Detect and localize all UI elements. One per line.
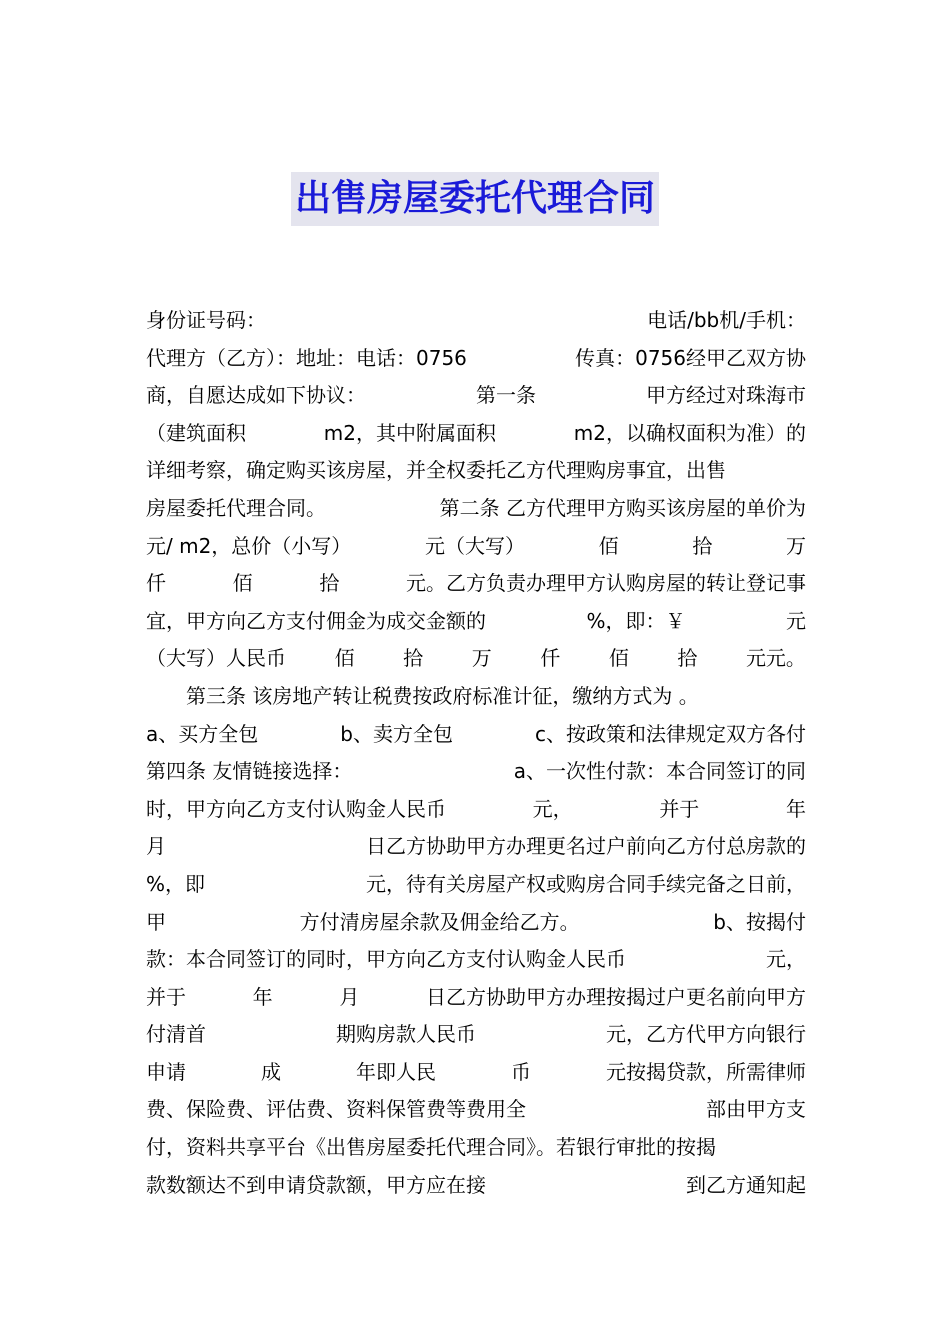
document-title: 出售房屋委托代理合同 — [291, 172, 659, 226]
text-segment: b、按揭付 — [713, 909, 806, 934]
text-segment: 佰 — [334, 646, 355, 671]
text-line — [146, 1129, 806, 1167]
text-segment: 拾 — [403, 646, 424, 671]
text-line — [146, 490, 806, 528]
text-line — [146, 828, 806, 866]
text-segment: 日乙方协助甲方办理更名过户前向乙方付总房款的 — [366, 834, 806, 859]
text-segment: a、买方全包 — [146, 721, 259, 746]
text-line — [146, 415, 806, 453]
text-segment: 甲 — [146, 909, 166, 934]
text-segment: 币 — [511, 1059, 531, 1084]
text-line — [146, 753, 806, 791]
text-segment: 商，自愿达成如下协议： — [146, 383, 366, 408]
text-segment: 时，甲方向乙方支付认购金人民币 — [146, 796, 446, 821]
text-segment: 款数额达不到申请贷款额，甲方应在接 — [146, 1172, 486, 1197]
text-line — [146, 1091, 806, 1129]
text-segment: 甲方经过对珠海市 — [646, 383, 806, 408]
text-segment: m2，以确权面积为准）的 — [573, 420, 806, 445]
text-line — [146, 979, 806, 1017]
text-segment: 元。乙方负责办理甲方认购房屋的转让登记事 — [405, 571, 806, 596]
text-segment: 付，资料共享平台《出售房屋委托代理合同》。若银行审批的按揭 — [146, 1135, 716, 1160]
text-segment: 元元。 — [745, 646, 806, 671]
text-line — [146, 1016, 806, 1054]
text-segment: 付清首 — [146, 1022, 206, 1047]
text-segment: a、一次性付款：本合同签订的同 — [513, 759, 806, 784]
text-segment: 详细考察，确定购买该房屋，并全权委托乙方代理购房事宜，出售 — [146, 458, 726, 483]
text-segment: 日乙方协助甲方办理按揭过户更名前向甲方 — [425, 984, 806, 1009]
text-segment: 元，乙方代甲方向银行 — [606, 1022, 806, 1047]
text-segment: 传真：0756经甲乙双方协 — [575, 345, 806, 370]
text-line — [146, 377, 806, 415]
text-segment: 仟 — [146, 571, 166, 596]
text-segment: %，即 — [146, 871, 206, 896]
text-segment: 申请 — [146, 1059, 186, 1084]
text-segment: 月 — [339, 984, 360, 1009]
text-segment: （大写）人民币 — [146, 646, 286, 671]
text-segment: 第二条 乙方代理甲方购买该房屋的单价为 — [439, 495, 806, 520]
text-segment: 年 — [252, 984, 273, 1009]
title-block — [0, 172, 950, 226]
text-line — [146, 452, 806, 490]
text-line — [146, 904, 806, 942]
text-line — [146, 340, 806, 378]
text-segment: 年 — [785, 796, 806, 821]
text-segment: 并于 — [659, 796, 700, 821]
text-segment: 第三条 该房地产转让税费按政府标准计征，缴纳方式为 。 — [146, 683, 699, 708]
text-segment: 元， — [766, 947, 806, 972]
text-segment: 成 — [261, 1059, 281, 1084]
text-line — [146, 565, 806, 603]
text-line — [146, 941, 806, 979]
text-segment: 元（大写） — [424, 533, 525, 558]
text-segment: m2，其中附属面积 — [323, 420, 496, 445]
text-segment: 元，待有关房屋产权或购房合同手续完备之日前， — [366, 871, 806, 896]
text-line — [146, 678, 806, 716]
text-segment: 并于 — [146, 984, 186, 1009]
text-segment: 方付清房屋余款及佣金给乙方。 — [299, 909, 580, 934]
text-segment: c、按政策和法律规定双方各付 — [535, 721, 806, 746]
text-segment: 佰 — [598, 533, 619, 558]
text-line — [146, 716, 806, 754]
text-segment: 期购房款人民币 — [336, 1022, 476, 1047]
text-segment: b、卖方全包 — [340, 721, 453, 746]
text-segment: 电话/bb机/手机： — [647, 308, 806, 332]
text-segment: 款：本合同签订的同时，甲方向乙方支付认购金人民币 — [146, 947, 626, 972]
text-segment: 第四条 友情链接选择： — [146, 759, 353, 784]
text-segment: 费、保险费、评估费、资料保管费等费用全 — [146, 1097, 526, 1122]
text-segment: 部由甲方支 — [706, 1097, 806, 1122]
text-segment: 拾 — [677, 646, 698, 671]
text-segment: 万 — [786, 533, 806, 558]
text-segment: 仟 — [540, 646, 561, 671]
text-line — [146, 1167, 806, 1205]
text-segment: 佰 — [232, 571, 253, 596]
text-segment: 代理方（乙方）：地址：电话：0756 — [146, 345, 467, 370]
text-segment: 房屋委托代理合同。 — [146, 495, 326, 520]
text-segment: 佰 — [608, 646, 629, 671]
document-body — [146, 302, 806, 1204]
text-line — [146, 791, 806, 829]
text-line — [146, 302, 806, 340]
text-segment: （建筑面积 — [146, 420, 246, 445]
text-segment: 宜，甲方向乙方支付佣金为成交金额的 — [146, 608, 486, 633]
text-segment: 到乙方通知起 — [686, 1172, 806, 1197]
text-line — [146, 603, 806, 641]
text-segment: 元/ m2，总价（小写） — [146, 533, 352, 558]
text-segment: 第一条 — [476, 383, 536, 408]
text-segment: 拾 — [692, 533, 713, 558]
text-line — [146, 866, 806, 904]
text-segment: 元按揭贷款，所需律师 — [606, 1059, 806, 1084]
text-segment: 元 — [785, 608, 806, 633]
text-segment: 万 — [471, 646, 492, 671]
text-segment: %，即：￥ — [586, 608, 686, 633]
text-line — [146, 1054, 806, 1092]
text-line — [146, 640, 806, 678]
text-segment: 元， — [532, 796, 573, 821]
text-segment: 月 — [146, 834, 166, 859]
text-segment: 拾 — [319, 571, 340, 596]
text-segment: 年即人民 — [356, 1059, 436, 1084]
text-segment: 身份证号码： — [146, 308, 266, 332]
text-line — [146, 528, 806, 566]
